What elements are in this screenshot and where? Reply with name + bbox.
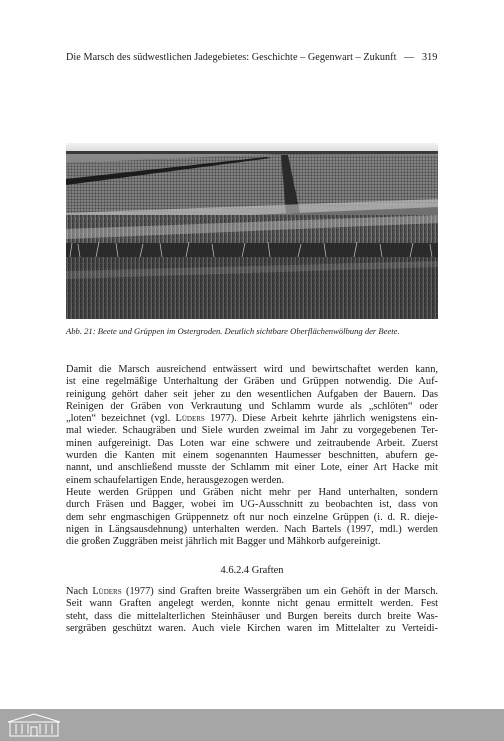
text-line — [66, 389, 438, 401]
text-line — [66, 487, 438, 499]
text-segment: nigen in Längsausdehnung) unterhalten werden. Nach Bartels (1997, mdl.) werden — [66, 523, 438, 535]
text-segment: die großen Zuggräben meist jährlich mit Bagger und Mähkorb aufgereinigt. — [66, 536, 381, 548]
text-line — [66, 499, 438, 511]
text-line — [66, 611, 438, 623]
figure-photo-marsh-fields — [66, 143, 438, 319]
text-line — [66, 586, 438, 598]
text-segment: steht, dass die mittelalterlichen Steinhäuser und Burgen bereits durch breite Was- — [66, 610, 438, 622]
text-segment: sergräben geschützt waren. Auch viele Kirchen waren im Mittelalter zu Verteidi- — [66, 622, 438, 634]
paragraph-drainage-maintenance — [66, 364, 438, 487]
text-segment: Heute werden Grüppen und Gräben nicht mehr per Hand unterhalten, sondern — [66, 487, 438, 498]
text-segment: mal wieder. Schaugräben und Siele wurden zweimal im Jahr zu vorgegebenen Ter- — [66, 425, 438, 437]
text-line — [66, 438, 438, 450]
text-line — [66, 364, 438, 376]
text-line — [66, 512, 438, 524]
running-header — [66, 52, 438, 63]
text-segment: nannt, und anschließend musste der Schlamm mit einer Lote, einer Art Hacke mit — [66, 462, 438, 474]
text-line — [66, 401, 438, 413]
text-segment: „loten“ bezeichnet (vgl. — [66, 413, 176, 425]
author-name: Lüders — [175, 413, 205, 425]
text-segment: wurden die Kanten mit einem sogenannten Haumesser beschnitten, abufern ge- — [66, 450, 438, 462]
header-separator: — — [404, 52, 415, 63]
text-line — [66, 413, 438, 425]
text-segment: einem schaufelartigen Ende, herausgezogen werden. — [66, 474, 285, 486]
text-segment: reinigung gehört daher seit jeher zu den wesentlichen Aufgaben der Bauern. Das — [66, 388, 438, 400]
text-line — [66, 376, 438, 388]
text-segment: durch Fräsen und Bagger, wobei im UG-Ausschnitt zu beobachten ist, dass von — [66, 499, 438, 511]
paragraph-modern-maintenance — [66, 487, 438, 548]
text-segment: Seit wann Graften angelegt werden, konnte nicht genau ermittelt werden. Fest — [66, 598, 438, 610]
text-line — [66, 524, 438, 536]
page-number: 319 — [421, 52, 438, 63]
figure-caption: Abb. 21: Beete und Grüppen im Ostergroden. Deutlich sichtbare Oberflächenwölbung der Beete. — [66, 326, 400, 336]
text-line — [66, 462, 438, 474]
text-line — [66, 425, 438, 437]
text-line — [66, 536, 438, 548]
text-segment: ist eine regelmäßige Unterhaltung der Gräben und Grüppen notwendig. Die Auf- — [66, 376, 438, 388]
text-segment: (1977) sind Graften breite Wassergräben um ein Gehöft in der Marsch. — [121, 586, 438, 597]
marsh-field-photo — [66, 143, 438, 319]
text-line — [66, 475, 438, 487]
text-segment: Damit die Marsch ausreichend entwässert wird und bewirtschaftet werden kann, — [66, 364, 438, 375]
text-segment: Nach — [66, 586, 93, 597]
library-building-logo — [6, 712, 62, 738]
section-heading: 4.6.2.4 Graften — [220, 565, 284, 576]
running-title: Die Marsch des südwestlichen Jadegebietes: Geschichte – Gegenwart – Zukunft — [66, 52, 397, 63]
text-line — [66, 598, 438, 610]
text-line — [66, 623, 438, 635]
paragraph-graften — [66, 586, 438, 635]
text-segment: 1977). Diese Arbeit kehrte jährlich wenigstens ein- — [204, 413, 438, 425]
text-line — [66, 450, 438, 462]
author-name: Lüders — [92, 586, 122, 597]
text-segment: minen aufgereinigt. Das Loten war eine schwere und zeitraubende Arbeit. Zuerst — [66, 437, 438, 449]
footer-bar — [0, 709, 504, 741]
text-segment: dem sehr engmaschigen Grüppennetz oft nur noch einzelne Grüppen (i. d. R. dieje- — [66, 511, 438, 523]
text-segment: Reinigen der Gräben von Verkrautung und Schlamm wurde als „schlöten“ oder — [66, 400, 438, 412]
